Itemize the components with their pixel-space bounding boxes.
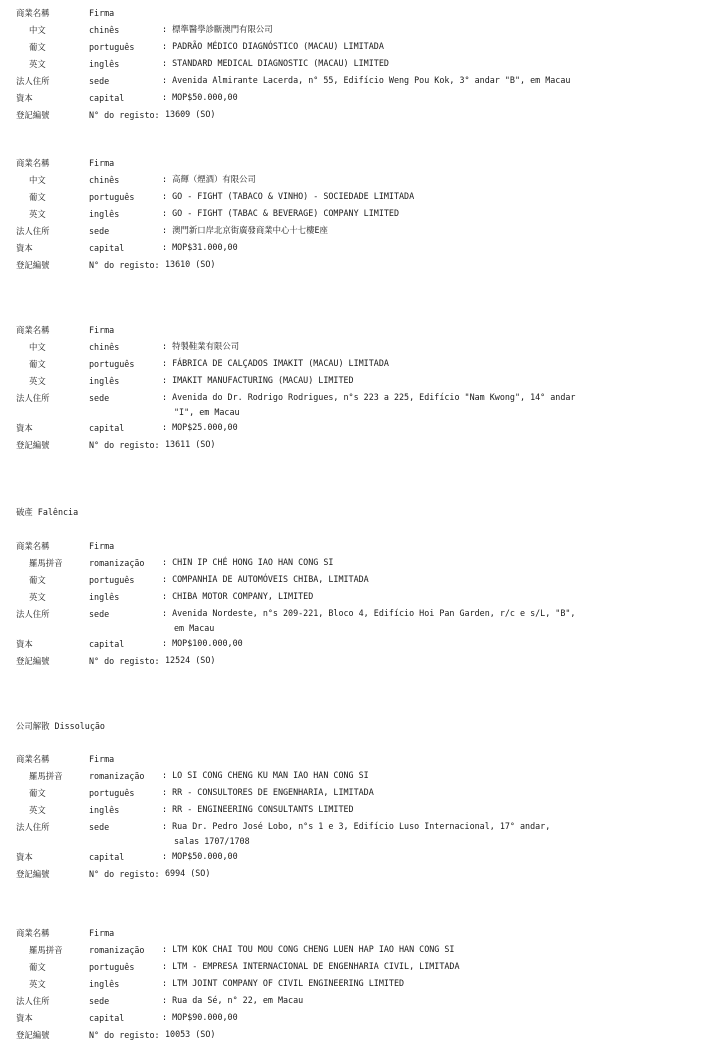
english-label-zh: 英文 bbox=[29, 376, 46, 386]
english-name-row bbox=[16, 373, 722, 390]
section-heading-falencia: 破產 Falência bbox=[16, 507, 79, 517]
company-record bbox=[16, 322, 722, 454]
registo-row bbox=[16, 866, 722, 883]
sede-label-zh: 法人住所 bbox=[16, 226, 50, 236]
company-record bbox=[16, 925, 722, 1044]
registo-label-zh: 登記編號 bbox=[16, 656, 50, 666]
firma-label-zh: 商業名稱 bbox=[16, 325, 50, 335]
sede-row bbox=[16, 390, 722, 420]
registo-row bbox=[16, 437, 722, 454]
portuguese-name-value: : COMPANHIA DE AUTOMÓVEIS CHIBA, LIMITADA bbox=[162, 574, 369, 584]
sede-row bbox=[16, 819, 722, 849]
english-name-value: : CHIBA MOTOR COMPANY, LIMITED bbox=[162, 591, 314, 601]
registo-row bbox=[16, 1027, 722, 1044]
portuguese-label-zh: 葡文 bbox=[29, 962, 46, 972]
portuguese-name-value: : RR - CONSULTORES DE ENGENHARIA, LIMITADA bbox=[162, 787, 374, 797]
chinese-name-value: : 特製鞋業有限公司 bbox=[162, 341, 240, 351]
portuguese-label-zh: 葡文 bbox=[29, 192, 46, 202]
portuguese-label-zh: 葡文 bbox=[29, 359, 46, 369]
registo-label-pt: N° do registo: bbox=[89, 1030, 160, 1040]
english-label-pt: inglês bbox=[89, 376, 120, 386]
registo-label-pt: N° do registo: bbox=[89, 260, 160, 270]
registo-row bbox=[16, 257, 722, 274]
firma-label-pt: Firma bbox=[89, 928, 115, 938]
capital-value: : MOP$50.000,00 bbox=[162, 92, 238, 102]
portuguese-label-pt: português bbox=[89, 962, 135, 972]
english-label-pt: inglês bbox=[89, 59, 120, 69]
english-name-row bbox=[16, 976, 722, 993]
chinese-name-row bbox=[16, 172, 722, 189]
capital-value: : MOP$90.000,00 bbox=[162, 1012, 238, 1022]
firma-label-pt: Firma bbox=[89, 325, 115, 335]
registo-value: 12524 (SO) bbox=[165, 655, 216, 665]
english-name-value: : GO - FIGHT (TABAC & BEVERAGE) COMPANY LIMITED bbox=[162, 208, 399, 218]
registo-row bbox=[16, 653, 722, 670]
portuguese-name-row bbox=[16, 959, 722, 976]
registo-value: 13609 (SO) bbox=[165, 109, 216, 119]
portuguese-label-zh: 葡文 bbox=[29, 575, 46, 585]
sede-row bbox=[16, 73, 722, 90]
roman-label-pt: romanização bbox=[89, 945, 145, 955]
chinese-label-zh: 中文 bbox=[29, 25, 46, 35]
roman-label-pt: romanização bbox=[89, 771, 145, 781]
firma-label-pt: Firma bbox=[89, 158, 115, 168]
capital-label-pt: capital bbox=[89, 93, 125, 103]
sede-label-pt: sede bbox=[89, 76, 110, 86]
english-label-pt: inglês bbox=[89, 209, 120, 219]
sede-label-zh: 法人住所 bbox=[16, 609, 50, 619]
capital-label-zh: 資本 bbox=[16, 423, 33, 433]
roman-name-value: : CHIN IP CHÉ HONG IAO HAN CONG SI bbox=[162, 557, 334, 567]
sede-line-1: : Rua Dr. Pedro José Lobo, n°s 1 e 3, Edifício Luso Internacional, 17° andar, bbox=[162, 821, 551, 831]
company-record bbox=[16, 5, 722, 124]
registo-value: 6994 (SO) bbox=[165, 868, 211, 878]
registo-value: 13610 (SO) bbox=[165, 259, 216, 269]
portuguese-label-pt: português bbox=[89, 359, 135, 369]
capital-label-pt: capital bbox=[89, 852, 125, 862]
english-label-pt: inglês bbox=[89, 805, 120, 815]
sede-value: : Avenida Almirante Lacerda, n° 55, Edifício Weng Pou Kok, 3° andar "B", em Macau bbox=[162, 75, 571, 85]
firma-label-zh: 商業名稱 bbox=[16, 754, 50, 764]
sede-label-pt: sede bbox=[89, 996, 110, 1006]
portuguese-name-row bbox=[16, 39, 722, 56]
roman-label-zh: 羅馬拼音 bbox=[29, 945, 63, 955]
english-name-value: : LTM JOINT COMPANY OF CIVIL ENGINEERING LIMITED bbox=[162, 978, 405, 988]
roman-name-row bbox=[16, 555, 722, 572]
registo-value: 10053 (SO) bbox=[165, 1029, 216, 1039]
english-name-value: : IMAKIT MANUFACTURING (MACAU) LIMITED bbox=[162, 375, 354, 385]
section-heading-dissolucao: 公司解散 Dissolução bbox=[16, 721, 105, 731]
sede-value: : 澳門新口岸北京街廣發商業中心十七樓E座 bbox=[162, 225, 328, 235]
capital-row bbox=[16, 1010, 722, 1027]
portuguese-name-row bbox=[16, 572, 722, 589]
sede-label-pt: sede bbox=[89, 393, 110, 403]
roman-name-value: : LTM KOK CHAI TOU MOU CONG CHENG LUEN HAP IAO HAN CONG SI bbox=[162, 944, 455, 954]
sede-label-zh: 法人住所 bbox=[16, 822, 50, 832]
sede-value bbox=[162, 390, 722, 420]
sede-label-zh: 法人住所 bbox=[16, 996, 50, 1006]
sede-line-2: "I", em Macau bbox=[174, 407, 240, 417]
firma-row bbox=[16, 925, 722, 942]
registo-label-zh: 登記編號 bbox=[16, 260, 50, 270]
capital-label-pt: capital bbox=[89, 639, 125, 649]
sede-row bbox=[16, 606, 722, 636]
portuguese-label-pt: português bbox=[89, 575, 135, 585]
capital-label-pt: capital bbox=[89, 243, 125, 253]
firma-label-pt: Firma bbox=[89, 754, 115, 764]
capital-label-zh: 資本 bbox=[16, 1013, 33, 1023]
firma-label-pt: Firma bbox=[89, 8, 115, 18]
firma-row bbox=[16, 322, 722, 339]
portuguese-label-zh: 葡文 bbox=[29, 42, 46, 52]
english-name-row bbox=[16, 802, 722, 819]
sede-value bbox=[162, 819, 722, 849]
roman-label-zh: 羅馬拼音 bbox=[29, 771, 63, 781]
english-label-pt: inglês bbox=[89, 592, 120, 602]
firma-label-pt: Firma bbox=[89, 541, 115, 551]
roman-name-row bbox=[16, 768, 722, 785]
portuguese-label-pt: português bbox=[89, 42, 135, 52]
firma-row bbox=[16, 751, 722, 768]
capital-row bbox=[16, 849, 722, 866]
english-name-value: : RR - ENGINEERING CONSULTANTS LIMITED bbox=[162, 804, 354, 814]
registo-label-zh: 登記編號 bbox=[16, 1030, 50, 1040]
registo-label-pt: N° do registo: bbox=[89, 440, 160, 450]
capital-label-pt: capital bbox=[89, 423, 125, 433]
sede-row bbox=[16, 223, 722, 240]
chinese-label-pt: chinês bbox=[89, 175, 120, 185]
sede-row bbox=[16, 993, 722, 1010]
portuguese-label-pt: português bbox=[89, 192, 135, 202]
roman-label-pt: romanização bbox=[89, 558, 145, 568]
registo-label-pt: N° do registo: bbox=[89, 656, 160, 666]
capital-row bbox=[16, 420, 722, 437]
chinese-name-value: : 標準醫學診斷澳門有限公司 bbox=[162, 24, 273, 34]
roman-label-zh: 羅馬拼音 bbox=[29, 558, 63, 568]
sede-label-zh: 法人住所 bbox=[16, 76, 50, 86]
chinese-label-pt: chinês bbox=[89, 342, 120, 352]
capital-row bbox=[16, 90, 722, 107]
english-label-zh: 英文 bbox=[29, 805, 46, 815]
english-label-zh: 英文 bbox=[29, 979, 46, 989]
firma-label-zh: 商業名稱 bbox=[16, 541, 50, 551]
firma-label-zh: 商業名稱 bbox=[16, 8, 50, 18]
english-label-zh: 英文 bbox=[29, 209, 46, 219]
registo-label-pt: N° do registo: bbox=[89, 110, 160, 120]
portuguese-label-zh: 葡文 bbox=[29, 788, 46, 798]
sede-label-pt: sede bbox=[89, 609, 110, 619]
sede-line-2: em Macau bbox=[174, 623, 215, 633]
capital-label-zh: 資本 bbox=[16, 243, 33, 253]
chinese-name-row bbox=[16, 22, 722, 39]
english-label-pt: inglês bbox=[89, 979, 120, 989]
firma-label-zh: 商業名稱 bbox=[16, 158, 50, 168]
registo-label-zh: 登記編號 bbox=[16, 110, 50, 120]
portuguese-name-row bbox=[16, 189, 722, 206]
capital-label-pt: capital bbox=[89, 1013, 125, 1023]
chinese-name-row bbox=[16, 339, 722, 356]
chinese-label-zh: 中文 bbox=[29, 175, 46, 185]
sede-value bbox=[162, 606, 722, 636]
sede-label-zh: 法人住所 bbox=[16, 393, 50, 403]
capital-label-zh: 資本 bbox=[16, 639, 33, 649]
capital-row bbox=[16, 636, 722, 653]
firma-row bbox=[16, 155, 722, 172]
roman-name-row bbox=[16, 942, 722, 959]
portuguese-name-value: : GO - FIGHT (TABACO & VINHO) - SOCIEDADE LIMITADA bbox=[162, 191, 415, 201]
company-record bbox=[16, 155, 722, 274]
capital-value: : MOP$31.000,00 bbox=[162, 242, 238, 252]
capital-value: : MOP$100.000,00 bbox=[162, 638, 243, 648]
english-label-zh: 英文 bbox=[29, 59, 46, 69]
registo-row bbox=[16, 107, 722, 124]
portuguese-name-row bbox=[16, 356, 722, 373]
sede-line-1: : Avenida do Dr. Rodrigo Rodrigues, n°s 223 a 225, Edifício "Nam Kwong", 14° andar bbox=[162, 392, 576, 402]
sede-line-1: : Avenida Nordeste, n°s 209-221, Bloco 4, Edifício Hoi Pan Garden, r/c e s/L, "B", bbox=[162, 608, 576, 618]
capital-row bbox=[16, 240, 722, 257]
english-name-row bbox=[16, 56, 722, 73]
registo-label-pt: N° do registo: bbox=[89, 869, 160, 879]
english-name-row bbox=[16, 589, 722, 606]
firma-row bbox=[16, 5, 722, 22]
portuguese-name-value: : FÁBRICA DE CALÇADOS IMAKIT (MACAU) LIMITADA bbox=[162, 358, 389, 368]
english-name-row bbox=[16, 206, 722, 223]
chinese-label-pt: chinês bbox=[89, 25, 120, 35]
roman-name-value: : LO SI CONG CHENG KU MAN IAO HAN CONG SI bbox=[162, 770, 369, 780]
company-record bbox=[16, 538, 722, 670]
english-name-value: : STANDARD MEDICAL DIAGNOSTIC (MACAU) LIMITED bbox=[162, 58, 389, 68]
registo-label-zh: 登記編號 bbox=[16, 440, 50, 450]
sede-label-pt: sede bbox=[89, 226, 110, 236]
sede-label-pt: sede bbox=[89, 822, 110, 832]
portuguese-name-value: : LTM - EMPRESA INTERNACIONAL DE ENGENHARIA CIVIL, LIMITADA bbox=[162, 961, 460, 971]
firma-row bbox=[16, 538, 722, 555]
portuguese-name-row bbox=[16, 785, 722, 802]
sede-line-2: salas 1707/1708 bbox=[174, 836, 250, 846]
portuguese-name-value: : PADRÃO MÉDICO DIAGNÓSTICO (MACAU) LIMITADA bbox=[162, 41, 384, 51]
capital-label-zh: 資本 bbox=[16, 93, 33, 103]
sede-value: : Rua da Sé, n° 22, em Macau bbox=[162, 995, 304, 1005]
portuguese-label-pt: português bbox=[89, 788, 135, 798]
firma-label-zh: 商業名稱 bbox=[16, 928, 50, 938]
chinese-label-zh: 中文 bbox=[29, 342, 46, 352]
capital-label-zh: 資本 bbox=[16, 852, 33, 862]
registo-label-zh: 登記編號 bbox=[16, 869, 50, 879]
company-record bbox=[16, 751, 722, 883]
registo-value: 13611 (SO) bbox=[165, 439, 216, 449]
capital-value: : MOP$25.000,00 bbox=[162, 422, 238, 432]
chinese-name-value: : 高輝（煙酒）有限公司 bbox=[162, 174, 256, 184]
english-label-zh: 英文 bbox=[29, 592, 46, 602]
capital-value: : MOP$50.000,00 bbox=[162, 851, 238, 861]
